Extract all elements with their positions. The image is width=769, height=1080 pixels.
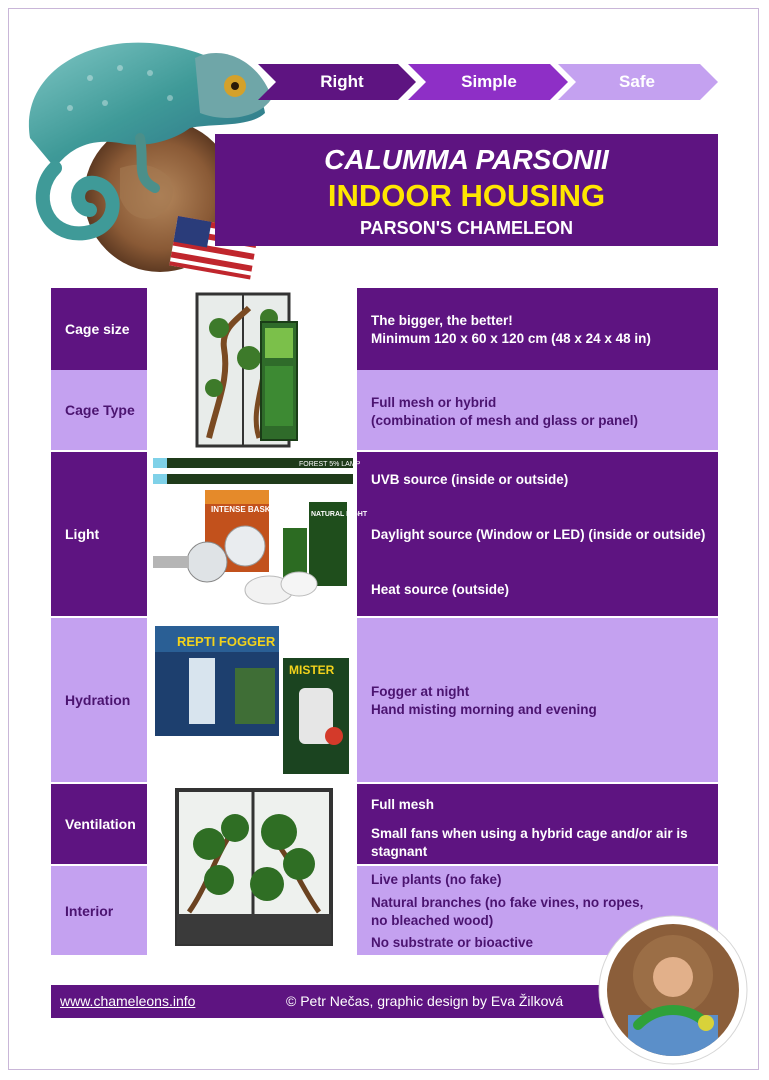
lighting-products-image <box>149 452 368 616</box>
row-label: Light <box>65 526 100 542</box>
natural-light-label: NATURAL LIGHT <box>311 511 368 518</box>
row-text: Full mesh Small fans when using a hybrid cage and/or air is stagnant <box>371 797 688 859</box>
step-safe: Safe <box>619 72 655 91</box>
terrarium-image <box>149 784 355 955</box>
row-text: Full mesh or hybrid (combination of mesh and glass or panel) <box>371 395 639 428</box>
row-label: Ventilation <box>65 816 136 832</box>
title-banner <box>215 134 718 246</box>
page-title: INDOOR HOUSING <box>327 178 606 213</box>
tube-lamp-label: FOREST 5% LAMP <box>299 461 361 468</box>
hydration-products-image <box>149 618 355 782</box>
column-divider <box>355 288 357 955</box>
step-right: Right <box>320 72 364 91</box>
row-label: Cage Type <box>65 402 135 418</box>
fogger-label: REPTI FOGGER <box>177 634 276 649</box>
mister-label: MISTER <box>289 663 335 677</box>
common-name: PARSON'S CHAMELEON <box>360 218 573 238</box>
row-text: Fogger at night Hand misting morning and evening <box>371 684 597 717</box>
row-text: UVB source (inside or outside) Daylight source (Window or LED) (inside or outside) Heat source (outside) <box>371 472 706 597</box>
credit-text: © Petr Nečas, graphic design by Eva Žilková <box>286 993 564 1009</box>
mesh-cage-image <box>149 288 355 450</box>
species-name: CALUMMA PARSONII <box>324 144 609 175</box>
row-label: Hydration <box>65 692 131 708</box>
housing-table <box>51 288 718 955</box>
row-text: The bigger, the better! Minimum 120 x 60 x 120 cm (48 x 24 x 48 in) <box>371 313 651 346</box>
footer-bar <box>51 985 651 1018</box>
row-label: Interior <box>65 902 114 919</box>
row-label: Cage size <box>65 321 130 337</box>
website-link[interactable]: www.chameleons.info <box>60 993 196 1009</box>
step-simple: Simple <box>461 72 517 91</box>
author-portrait <box>598 915 748 1065</box>
basking-lamp-label: INTENSE BASKING SPOT <box>211 505 309 514</box>
row-text: Live plants (no fake) Natural branches (no fake vines, no ropes, no bleached wood) No substrate or bioactive <box>371 872 644 950</box>
